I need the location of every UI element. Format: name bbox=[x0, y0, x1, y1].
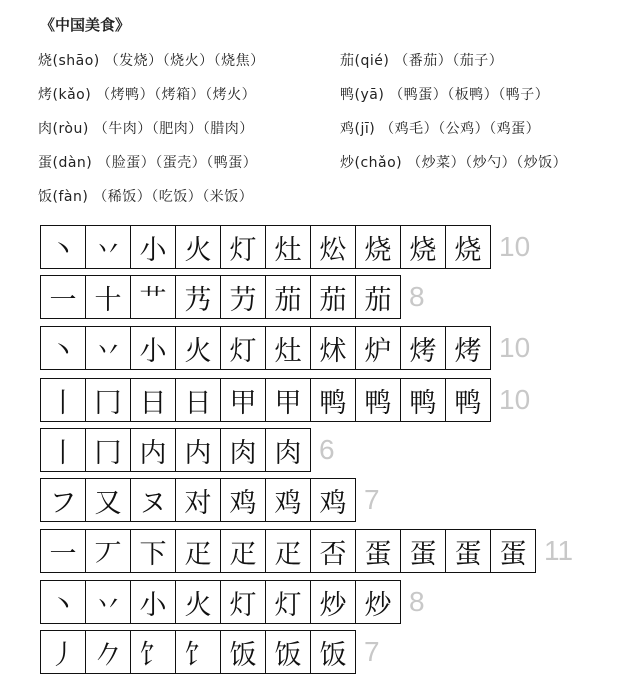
stroke-cell: 烤 bbox=[401, 327, 446, 369]
stroke-cell: 丶 bbox=[41, 581, 86, 623]
stroke-cell: 甲 bbox=[221, 379, 266, 421]
stroke-cell: 疋 bbox=[266, 530, 311, 572]
stroke-order-row bbox=[40, 478, 380, 522]
stroke-cells bbox=[40, 326, 491, 370]
stroke-cell: 蛋 bbox=[356, 530, 401, 572]
worksheet-title: 《中国美食》 bbox=[40, 16, 131, 34]
stroke-order-row bbox=[40, 378, 530, 422]
stroke-cell: 蛋 bbox=[401, 530, 446, 572]
vocab-line: 饭(fàn) （稀饭）（吃饭）（米饭） bbox=[38, 189, 254, 205]
stroke-cell: 饭 bbox=[221, 631, 266, 673]
stroke-cell: 灶 bbox=[266, 226, 311, 268]
stroke-order-row bbox=[40, 225, 530, 269]
stroke-cells bbox=[40, 478, 356, 522]
stroke-cell: 茄 bbox=[364, 284, 392, 316]
stroke-cell: 炉 bbox=[356, 327, 401, 369]
stroke-cell: 炒 bbox=[364, 589, 392, 621]
vocab-line: 鸭(yā) （鸭蛋）（板鸭）（鸭子） bbox=[340, 87, 550, 103]
stroke-cell: 冂 bbox=[86, 429, 131, 471]
stroke-cell: 丨 bbox=[41, 429, 86, 471]
stroke-cells bbox=[40, 580, 401, 624]
stroke-cell: 茄 bbox=[311, 276, 356, 318]
stroke-cells bbox=[40, 630, 356, 674]
stroke-cell: 火 bbox=[176, 226, 221, 268]
stroke-count: 10 bbox=[499, 332, 531, 363]
stroke-cell: フ bbox=[41, 479, 86, 521]
stroke-cell: 艿 bbox=[176, 276, 221, 318]
stroke-count: 8 bbox=[409, 586, 425, 617]
stroke-count: 6 bbox=[319, 434, 335, 465]
stroke-count: 7 bbox=[364, 636, 380, 667]
stroke-cell: 甲 bbox=[266, 379, 311, 421]
vocab-line: 炒(chǎo) （炒菜）（炒勺）（炒饭） bbox=[340, 155, 568, 171]
stroke-order-row bbox=[40, 275, 425, 319]
stroke-cell: 丶 bbox=[41, 226, 86, 268]
stroke-cell: 丆 bbox=[86, 530, 131, 572]
stroke-cell: 又 bbox=[86, 479, 131, 521]
stroke-cell: 疋 bbox=[221, 530, 266, 572]
stroke-cell: 炒 bbox=[311, 581, 356, 623]
stroke-cells bbox=[40, 275, 401, 319]
vocab-line: 烤(kǎo) （烤鸭）（烤箱）（烤火） bbox=[38, 87, 257, 103]
stroke-cell: 鸡 bbox=[319, 487, 347, 519]
stroke-cell: ヌ bbox=[131, 479, 176, 521]
stroke-cell: 日 bbox=[176, 379, 221, 421]
stroke-cells bbox=[40, 225, 491, 269]
stroke-count: 11 bbox=[544, 535, 574, 566]
stroke-cell: 饭 bbox=[319, 639, 347, 671]
stroke-order-row bbox=[40, 580, 425, 624]
stroke-cell: 饭 bbox=[266, 631, 311, 673]
stroke-cell: 鸡 bbox=[221, 479, 266, 521]
stroke-cells bbox=[40, 378, 491, 422]
stroke-cell: 火 bbox=[176, 581, 221, 623]
stroke-count: 7 bbox=[364, 484, 380, 515]
stroke-cell: 茄 bbox=[266, 276, 311, 318]
stroke-cell: 冂 bbox=[86, 379, 131, 421]
stroke-cell: 小 bbox=[131, 226, 176, 268]
stroke-cell: 鸭 bbox=[311, 379, 356, 421]
stroke-cell: 内 bbox=[176, 429, 221, 471]
stroke-cell: 烧 bbox=[401, 226, 446, 268]
stroke-cell: 鸡 bbox=[266, 479, 311, 521]
stroke-cells bbox=[40, 529, 536, 573]
stroke-cell: 芀 bbox=[221, 276, 266, 318]
stroke-cell: 否 bbox=[311, 530, 356, 572]
stroke-cell: 灶 bbox=[266, 327, 311, 369]
stroke-cell: 内 bbox=[131, 429, 176, 471]
vocab-line: 蛋(dàn) （脸蛋）（蛋壳）（鸭蛋） bbox=[38, 155, 258, 171]
stroke-cell: 对 bbox=[176, 479, 221, 521]
stroke-cell: 十 bbox=[86, 276, 131, 318]
stroke-cell: 炢 bbox=[311, 327, 356, 369]
stroke-order-row bbox=[40, 326, 530, 370]
stroke-order-row bbox=[40, 630, 380, 674]
stroke-cell: 鸭 bbox=[356, 379, 401, 421]
stroke-cell: 肉 bbox=[274, 437, 302, 469]
stroke-cell: 小 bbox=[131, 581, 176, 623]
stroke-cell: 丷 bbox=[86, 226, 131, 268]
stroke-cell: 丷 bbox=[86, 327, 131, 369]
stroke-cell: 火 bbox=[176, 327, 221, 369]
stroke-cell: 蛋 bbox=[446, 530, 491, 572]
stroke-cell: 一 bbox=[41, 276, 86, 318]
stroke-cell: 烧 bbox=[454, 234, 482, 266]
stroke-cell: 一 bbox=[41, 530, 86, 572]
stroke-cell: 小 bbox=[131, 327, 176, 369]
stroke-cell: 𠂊 bbox=[86, 631, 131, 673]
vocab-line: 烧(shāo) （发烧）（烧火）（烧焦） bbox=[38, 53, 265, 69]
stroke-cell: 丶 bbox=[41, 327, 86, 369]
vocab-line: 茄(qié) （番茄）（茄子） bbox=[340, 53, 504, 69]
stroke-cell: 丨 bbox=[41, 379, 86, 421]
stroke-cells bbox=[40, 428, 311, 472]
stroke-count: 10 bbox=[499, 384, 531, 415]
stroke-cell: 饣 bbox=[131, 631, 176, 673]
vocab-line: 肉(ròu) （牛肉）（肥肉）（腊肉） bbox=[38, 121, 254, 137]
stroke-cell: 灯 bbox=[221, 327, 266, 369]
stroke-cell: 饣 bbox=[176, 631, 221, 673]
stroke-cell: 灯 bbox=[266, 581, 311, 623]
stroke-cell: 蛋 bbox=[499, 538, 527, 570]
stroke-cell: 鸭 bbox=[454, 387, 482, 419]
stroke-cell: 烤 bbox=[454, 335, 482, 367]
stroke-cell: 灯 bbox=[221, 581, 266, 623]
stroke-count: 10 bbox=[499, 231, 531, 262]
stroke-cell: 丿 bbox=[41, 631, 86, 673]
stroke-cell: 日 bbox=[131, 379, 176, 421]
stroke-order-row bbox=[40, 428, 335, 472]
stroke-cell: 灯 bbox=[221, 226, 266, 268]
stroke-cell: 烧 bbox=[356, 226, 401, 268]
stroke-order-row bbox=[40, 529, 573, 573]
stroke-cell: 艹 bbox=[131, 276, 176, 318]
stroke-cell: 鸭 bbox=[401, 379, 446, 421]
stroke-cell: 丷 bbox=[86, 581, 131, 623]
stroke-cell: 炂 bbox=[311, 226, 356, 268]
stroke-cell: 疋 bbox=[176, 530, 221, 572]
stroke-cell: 下 bbox=[131, 530, 176, 572]
vocab-line: 鸡(jī) （鸡毛）（公鸡）（鸡蛋） bbox=[340, 121, 541, 137]
stroke-cell: 肉 bbox=[221, 429, 266, 471]
stroke-count: 8 bbox=[409, 281, 425, 312]
